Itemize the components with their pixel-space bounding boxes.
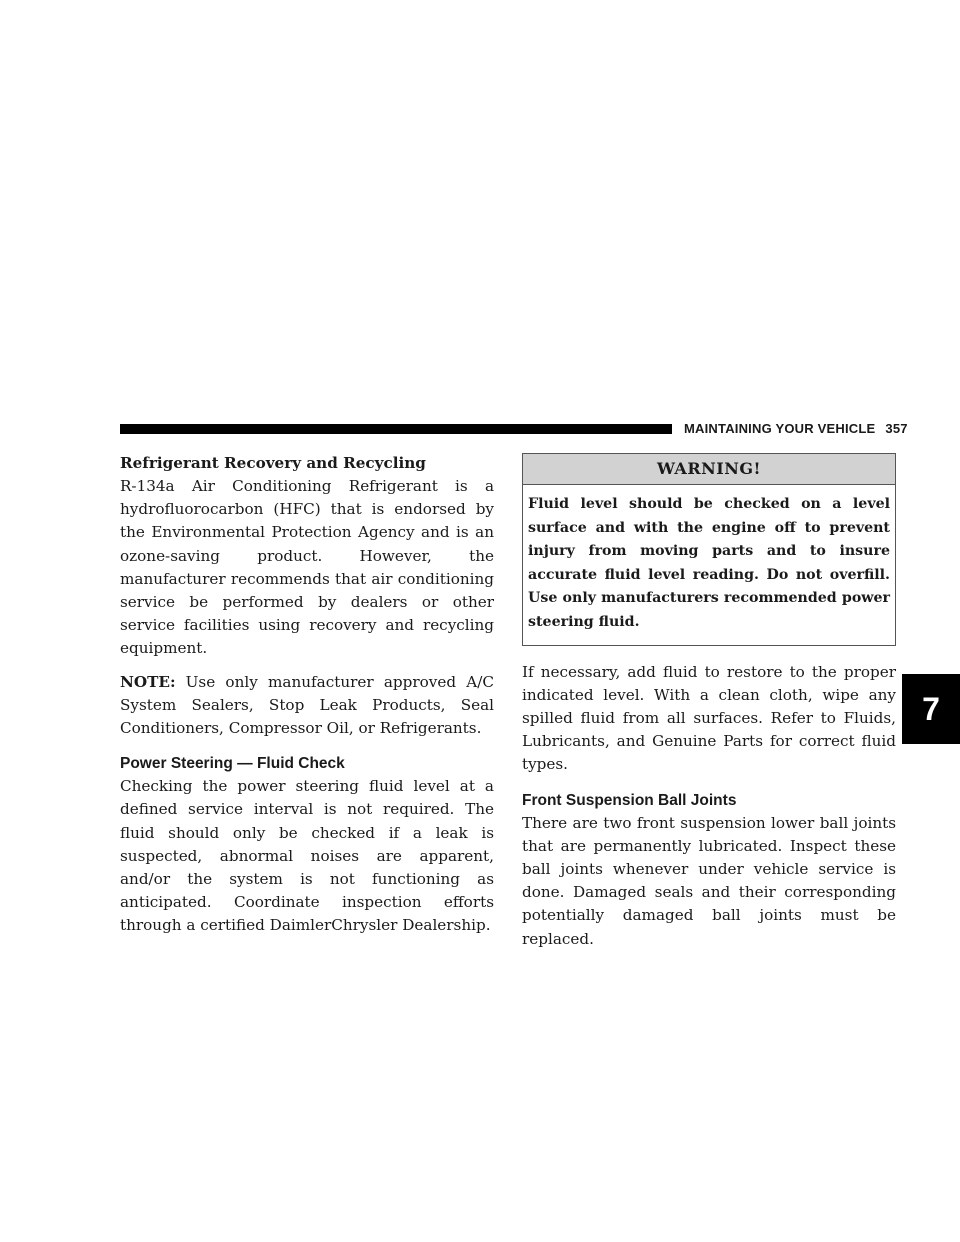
warning-title: WARNING! [523,454,895,485]
right-column [522,452,896,951]
note-paragraph [120,671,494,741]
warning-box [522,453,896,646]
running-header [684,421,908,436]
add-fluid-paragraph: If necessary, add fluid to restore to the proper indicated level. With a clean cloth, wipe any spilled fluid from all surfaces. Refer to Fluids, Lubricants, and Genuine Parts for correct fluid types. [522,662,896,774]
warning-text: Fluid level should be checked on a level surface and with the engine off to prevent injury from moving parts and to insure accurate fluid level reading. Do not overfill. Use only manufacturers recommended power steering fluid. [528,496,890,630]
section-title: MAINTAINING YOUR VEHICLE [684,421,876,436]
note-label: NOTE: [120,672,176,691]
note-text: Use only manufacturer approved A/C System Sealers, Stop Leak Products, Seal Conditioners, Compressor Oil, or Refrigerants. [120,672,494,738]
page-number: 357 [885,421,908,436]
refrigerant-heading: Refrigerant Recovery and Recycling [120,454,426,472]
refrigerant-paragraph: R-134a Air Conditioning Refrigerant is a hydrofluorocarbon (HFC) that is endorsed by the Environmental Protection Agency and is an ozone-saving product. However, the manufacturer recommends that air conditioning service be performed by dealers or other service facilities using recovery and recycling equipment. [120,477,494,658]
power-steering-paragraph: Checking the power steering fluid level at a defined service interval is not required. The fluid should only be checked if a leak is suspected, abnormal noises are apparent, and/or the system is not functioning as anticipated. Coordinate inspection efforts through a certified DaimlerChrysler Dealership. [120,777,494,935]
left-column [120,452,494,938]
ball-joints-heading: Front Suspension Ball Joints [522,791,737,809]
chapter-tab: 7 [902,674,960,744]
header-rule [120,424,672,434]
power-steering-heading: Power Steering — Fluid Check [120,755,345,773]
ball-joints-paragraph: There are two front suspension lower ball joints that are permanently lubricated. Inspect these ball joints whenever under vehicle service is done. Damaged seals and their corresponding potentially damaged ball joints must be replaced. [522,813,896,948]
